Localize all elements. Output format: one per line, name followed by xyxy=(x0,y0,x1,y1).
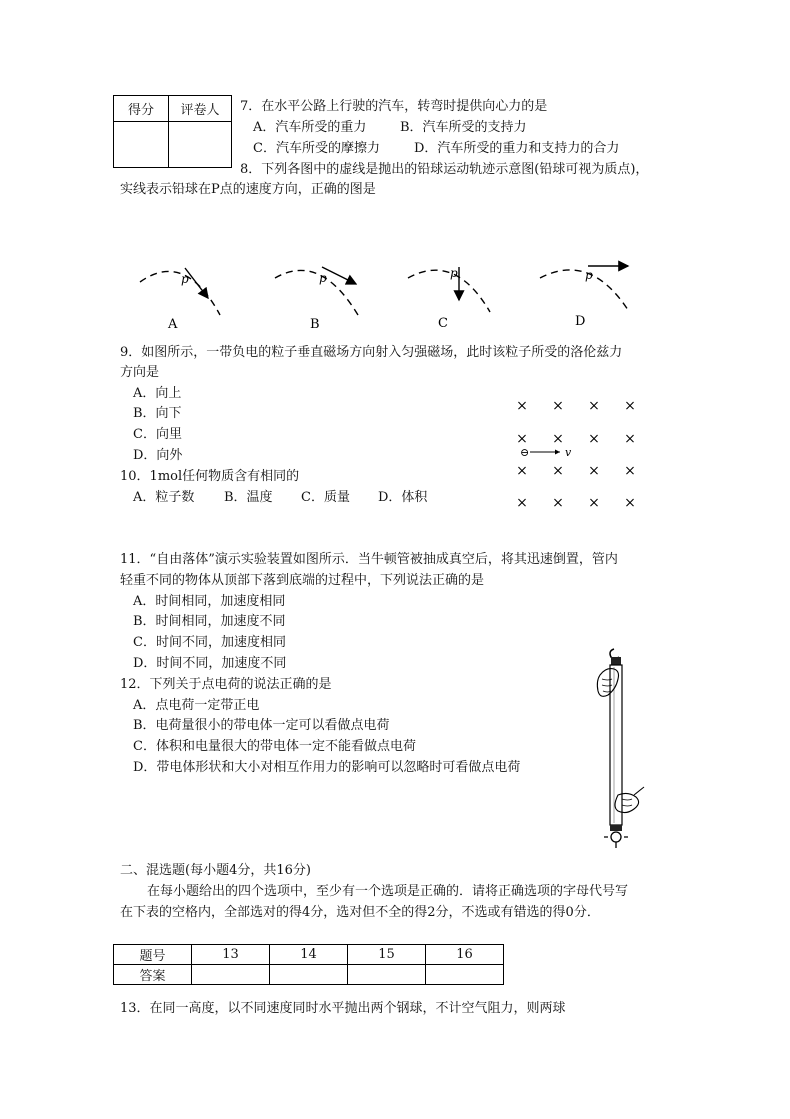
q8-figure-a xyxy=(140,268,220,332)
field-mark-3-2: × xyxy=(588,495,600,511)
score-header: 得分 xyxy=(114,96,169,122)
q8-c-trajectory xyxy=(408,270,490,312)
q8-stem-line2: 实线表示铅球在P点的速度方向，正确的图是 xyxy=(120,182,376,197)
field-mark-1-1: × xyxy=(552,431,564,447)
section2-title: 二、混选题(每小题4分，共16分) xyxy=(120,863,311,878)
answer-cell-15[interactable] xyxy=(348,965,426,985)
q8-figure-b xyxy=(275,267,358,332)
q7-option-b: B．汽车所受的支持力 xyxy=(400,120,527,135)
field-mark-2-1: × xyxy=(552,463,564,479)
q9-velocity-label: v xyxy=(565,446,572,459)
answer-cell-13[interactable] xyxy=(192,965,270,985)
score-table xyxy=(113,95,232,168)
q10-option-c: C．质量 xyxy=(301,490,350,505)
field-mark-1-0: × xyxy=(516,431,528,447)
field-mark-2-0: × xyxy=(516,463,528,479)
q12-stem: 12．下列关于点电荷的说法正确的是 xyxy=(120,677,332,692)
section2-instruction-line2: 在下表的空格内，全部选对的得4分，选对但不全的得2分，不选或有错选的得0分． xyxy=(120,905,600,920)
q11-stem-line2: 轻重不同的物体从顶部下落到底端的过程中，下列说法正确的是 xyxy=(120,573,485,588)
field-mark-0-3: × xyxy=(624,398,636,414)
answer-table xyxy=(113,944,504,985)
q7-stem: 7．在水平公路上行驶的汽车，转弯时提供向心力的是 xyxy=(240,99,548,114)
question-number-header: 题号 xyxy=(114,945,192,965)
q8-stem-line1: 8．下列各图中的虚线是抛出的铅球运动轨迹示意图(铅球可视为质点)， xyxy=(240,162,649,177)
q8-a-point-label: p xyxy=(181,272,189,286)
q12-option-a: A．点电荷一定带正电 xyxy=(133,698,260,713)
field-mark-2-2: × xyxy=(588,463,600,479)
field-mark-0-1: × xyxy=(552,398,564,414)
q10-stem: 10．1mol任何物质含有相同的 xyxy=(120,469,300,484)
q8-a-trajectory xyxy=(140,271,220,315)
q8-label-b: B xyxy=(310,317,320,332)
q8-d-trajectory xyxy=(540,270,628,310)
answer-header: 答案 xyxy=(114,965,192,985)
answer-cell-14[interactable] xyxy=(270,965,348,985)
q7-option-d: D．汽车所受的重力和支持力的合力 xyxy=(414,141,620,156)
grader-header: 评卷人 xyxy=(169,96,232,122)
q9-stem-line1: 9．如图所示，一带负电的粒子垂直磁场方向射入匀强磁场，此时该粒子所受的洛伦兹力 xyxy=(120,345,623,360)
question-number-16: 16 xyxy=(426,945,504,965)
question-number-14: 14 xyxy=(270,945,348,965)
grader-cell[interactable] xyxy=(169,122,232,168)
field-mark-3-3: × xyxy=(624,495,636,511)
q8-figure-d xyxy=(540,266,628,329)
q13-stem: 13．在同一高度，以不同速度同时水平抛出两个钢球，不计空气阻力，则两球 xyxy=(120,1001,566,1016)
field-mark-3-0: × xyxy=(516,495,528,511)
q10-option-d: D．体积 xyxy=(378,490,428,505)
q11-stem-line1: 11．“自由落体”演示实验装置如图所示．当牛顿管被抽成真空后，将其迅速倒置，管内 xyxy=(120,552,618,567)
field-mark-3-1: × xyxy=(552,495,564,511)
q12-option-b: B．电荷量很小的带电体一定可以看做点电荷 xyxy=(133,718,390,733)
field-mark-0-0: × xyxy=(516,398,528,414)
field-mark-1-3: × xyxy=(624,431,636,447)
question-number-15: 15 xyxy=(348,945,426,965)
q12-option-c: C．体积和电量很大的带电体一定不能看做点电荷 xyxy=(133,739,416,754)
q8-label-c: C xyxy=(438,316,448,331)
answer-cell-16[interactable] xyxy=(426,965,504,985)
q11-option-b: B．时间相同，加速度不同 xyxy=(133,614,286,629)
field-mark-1-2: × xyxy=(588,431,600,447)
q9-stem-line2: 方向是 xyxy=(120,365,160,380)
q10-option-a: A．粒子数 xyxy=(133,490,195,505)
q7-option-c: C．汽车所受的摩擦力 xyxy=(253,141,380,156)
q11-option-a: A．时间相同，加速度相同 xyxy=(133,594,286,609)
q8-b-velocity-arrow xyxy=(322,267,356,284)
answer-table-answer-row xyxy=(114,965,504,985)
q8-label-a: A xyxy=(168,317,178,332)
q11-option-d: D．时间不同，加速度不同 xyxy=(133,656,287,671)
q7-option-a: A．汽车所受的重力 xyxy=(253,120,367,135)
newton-tube-illustration xyxy=(588,645,648,850)
q12-option-d: D．带电体形状和大小对相互作用力的影响可以忽略时可看做点电荷 xyxy=(133,760,521,775)
field-mark-2-3: × xyxy=(624,463,636,479)
section2-instruction-line1: 在每小题给出的四个选项中，至少有一个选项是正确的．请将正确选项的字母代号写 xyxy=(147,884,629,899)
q8-c-point-label: p xyxy=(450,266,458,280)
score-cell[interactable] xyxy=(114,122,169,168)
q9-magnetic-field-figure xyxy=(510,390,650,515)
q9-option-d: D．向外 xyxy=(133,448,183,463)
field-mark-0-2: × xyxy=(588,398,600,414)
answer-table-header-row xyxy=(114,945,504,965)
q9-option-a: A．向上 xyxy=(133,386,182,401)
question-number-13: 13 xyxy=(192,945,270,965)
q8-b-point-label: p xyxy=(319,271,327,285)
q9-option-b: B．向下 xyxy=(133,406,182,421)
q9-option-c: C．向里 xyxy=(133,427,182,442)
q8-figure-c xyxy=(408,266,490,331)
q11-option-c: C．时间不同，加速度相同 xyxy=(133,635,286,650)
q8-label-d: D xyxy=(575,314,586,329)
q10-option-b: B．温度 xyxy=(224,490,273,505)
q9-negative-charge: ⊖ xyxy=(520,446,530,459)
q8-b-trajectory xyxy=(275,270,358,315)
q8-d-point-label: p xyxy=(585,268,593,282)
q8-trajectory-figures xyxy=(120,250,640,335)
